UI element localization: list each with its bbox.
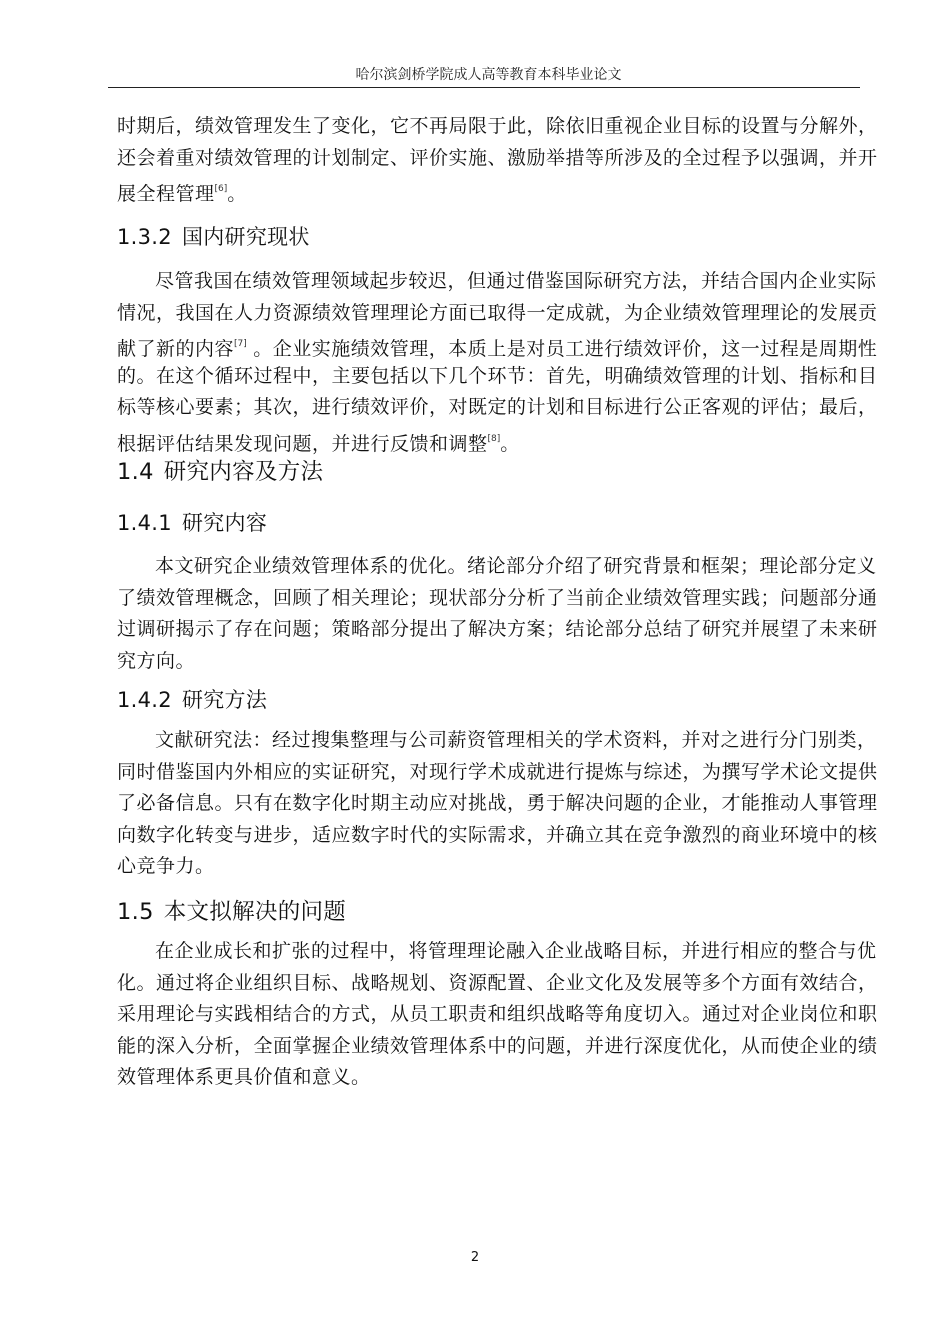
line-text: 过调研揭示了存在问题；策略部分提出了解决方案；结论部分总结了研究并展望了未来研	[117, 618, 878, 640]
paragraph-line	[117, 757, 878, 789]
line-text: 还会着重对绩效管理的计划制定、评价实施、激励举措等所涉及的全过程予以强调，并开	[117, 146, 878, 169]
paragraph-line	[117, 583, 878, 615]
heading-number: 1.3.2	[117, 225, 172, 249]
paragraph	[117, 551, 878, 677]
paragraph-line	[117, 329, 878, 361]
line-text-continued: 。	[227, 183, 247, 205]
paragraph	[117, 725, 878, 883]
line-text: 的。在这个循环过程中，主要包括以下几个环节：首先，明确绩效管理的计划、指标和目	[117, 364, 878, 387]
line-text: 心竞争力。	[117, 855, 215, 877]
paragraph-line	[117, 614, 878, 646]
heading-number: 1.4.2	[117, 688, 172, 712]
heading-title: 研究方法	[181, 688, 268, 712]
paragraph-line	[117, 788, 878, 820]
line-text-continued: 。企业实施绩效管理，本质上是对员工进行绩效评价，这一过程是周期性	[246, 338, 878, 360]
paragraph-line	[117, 298, 878, 330]
paragraph-line	[117, 820, 878, 852]
paragraph-line	[117, 999, 878, 1031]
running-header: 哈尔滨剑桥学院成人高等教育本科毕业论文	[355, 67, 622, 83]
paragraph-line	[117, 851, 860, 883]
paragraph	[117, 936, 878, 1094]
line-text: 本文研究企业绩效管理体系的优化。绪论部分介绍了研究背景和框架；理论部分定义	[155, 555, 877, 577]
line-text: 在企业成长和扩张的过程中，将管理理论融入企业战略目标，并进行相应的整合与优	[155, 940, 877, 962]
line-text: 了必备信息。只有在数字化时期主动应对挑战，勇于解决问题的企业，才能推动人事管理	[117, 792, 878, 814]
heading-number: 1.4.1	[117, 511, 172, 535]
paragraph-line	[117, 111, 878, 143]
line-text: 时期后，绩效管理发生了变化，它不再局限于此，除依旧重视企业目标的设置与分解外，	[117, 115, 878, 137]
heading-number: 1.5	[117, 899, 154, 925]
subsection-heading	[117, 684, 860, 716]
line-text: 究方向。	[117, 649, 196, 672]
paragraph-line	[117, 968, 878, 1000]
line-text: 同时借鉴国内外相应的实证研究，对现行学术成就进行提炼与综述，为撰写学术论文提供	[117, 760, 878, 783]
paragraph-line	[117, 143, 878, 175]
line-text: 尽管我国在绩效管理领域起步较迟，但通过借鉴国际研究方法，并结合国内企业实际	[155, 270, 877, 292]
heading-title: 研究内容及方法	[163, 459, 324, 485]
line-text: 展全程管理	[117, 183, 215, 205]
header-divider	[108, 87, 860, 88]
line-text: 标等核心要素；其次，进行绩效评价，对既定的计划和目标进行公正客观的评估；最后，	[117, 396, 878, 418]
citation-superscript[interactable]: [7]	[234, 339, 247, 349]
citation-superscript[interactable]: [8]	[487, 433, 501, 444]
heading-title: 国内研究现状	[181, 225, 310, 249]
paragraph-line	[117, 392, 878, 424]
paragraph	[117, 266, 878, 455]
page-number: 2	[470, 1250, 480, 1265]
line-text: 根据评估结果发现问题，并进行反馈和调整	[117, 432, 488, 455]
paragraph-line	[117, 725, 877, 757]
section-heading	[117, 895, 860, 929]
paragraph	[117, 111, 878, 206]
line-text: 献了新的内容	[117, 338, 235, 360]
line-text: 文献研究法：经过搜集整理与公司薪资管理相关的学术资料，并对之进行分门别类，	[155, 729, 877, 751]
heading-title: 研究内容	[181, 511, 268, 535]
heading-title: 本文拟解决的问题	[163, 899, 347, 925]
paragraph-line	[117, 361, 878, 393]
paragraph-line	[117, 1062, 860, 1094]
paragraph-line	[117, 646, 860, 678]
line-text: 情况，我国在人力资源绩效管理理论方面已取得一定成就，为企业绩效管理理论的发展贡	[117, 301, 878, 324]
paragraph-line	[117, 1031, 878, 1063]
paragraph-line	[117, 266, 877, 298]
line-text: 采用理论与实践相结合的方式，从员工职责和组织战略等角度切入。通过对企业岗位和职	[117, 1003, 878, 1025]
subsection-heading	[117, 221, 860, 253]
paragraph-line	[117, 174, 860, 206]
paragraph-line	[117, 551, 877, 583]
subsection-heading	[117, 507, 860, 539]
line-text-continued: 。	[500, 432, 520, 455]
line-text: 了绩效管理概念，回顾了相关理论；现状部分分析了当前企业绩效管理实践；问题部分通	[117, 586, 878, 609]
line-text: 能的深入分析，全面掌握企业绩效管理体系中的问题，并进行深度优化，从而使企业的绩	[117, 1034, 878, 1057]
line-text: 向数字化转变与进步，适应数字时代的实际需求，并确立其在竞争激烈的商业环境中的核	[117, 823, 878, 846]
line-text: 化。通过将企业组织目标、战略规划、资源配置、企业文化及发展等多个方面有效结合，	[117, 971, 878, 994]
line-text: 效管理体系更具价值和意义。	[117, 1066, 371, 1088]
paragraph-line	[117, 424, 860, 456]
paragraph-line	[117, 936, 877, 968]
heading-number: 1.4	[117, 459, 154, 485]
section-heading	[117, 455, 860, 489]
citation-superscript[interactable]: [6]	[214, 184, 228, 194]
